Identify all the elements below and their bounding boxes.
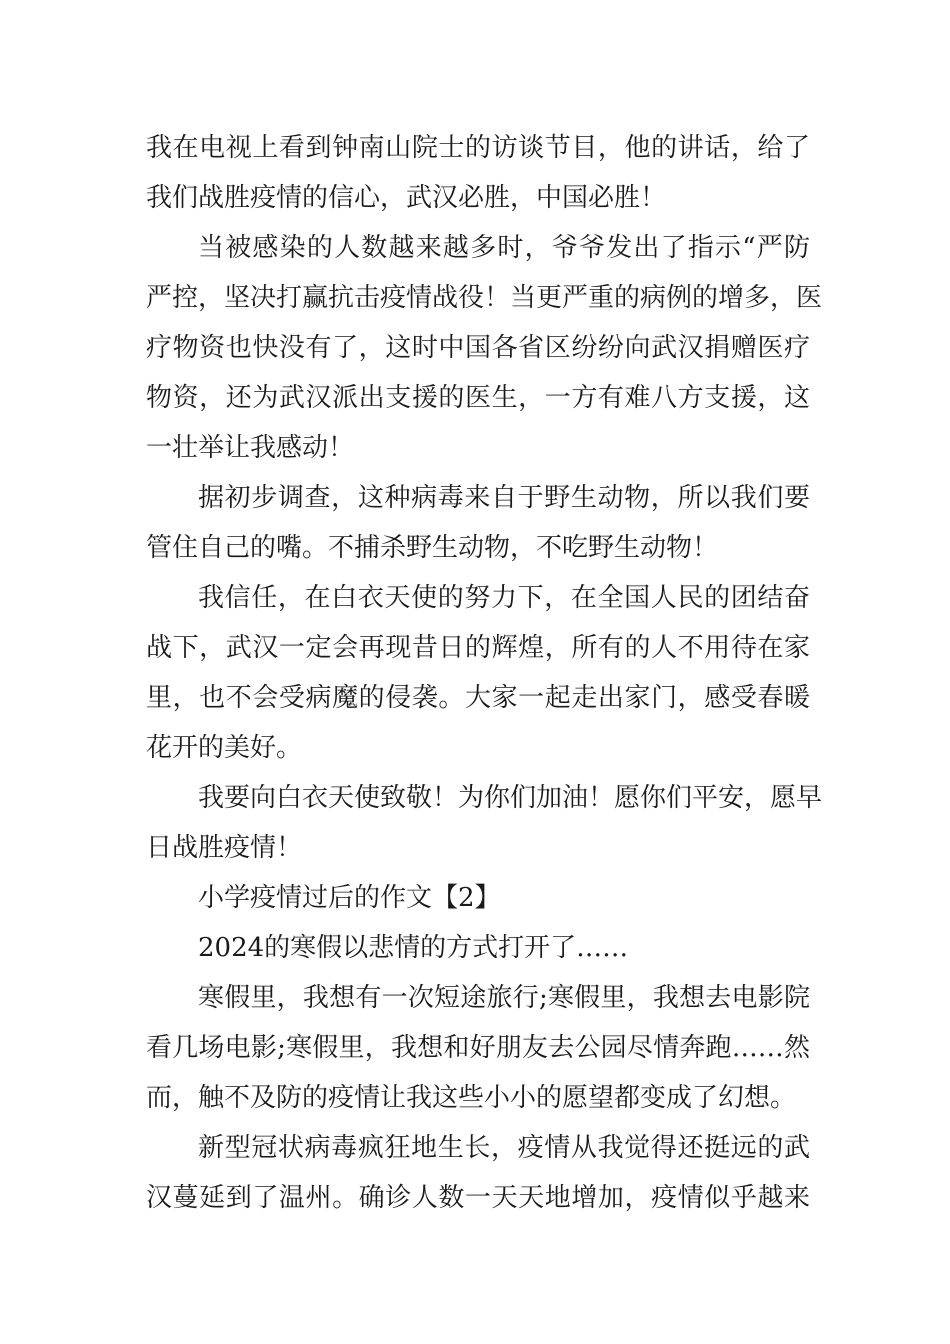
- text-line: 我信任，在白衣天使的努力下，在全国人民的团结奋: [198, 583, 810, 613]
- text-line: 日战胜疫情！: [146, 833, 303, 863]
- paragraph: [146, 223, 823, 473]
- paragraph: [146, 773, 823, 873]
- paragraph: [146, 973, 810, 1123]
- text-line: 战下，武汉一定会再现昔日的辉煌，所有的人不用待在家: [146, 633, 810, 663]
- text-line: 一壮举让我感动！: [146, 433, 355, 463]
- text-line: 据初步调查，这种病毒来自于野生动物，所以我们要: [198, 483, 810, 513]
- text-line: 2024的寒假以悲情的方式打开了……: [198, 933, 629, 963]
- text-line: 我们战胜疫情的信心，武汉必胜，中国必胜！: [146, 183, 667, 213]
- text-line: 花开的美好。: [146, 733, 303, 763]
- text-line: 汉蔓延到了温州。确诊人数一天天地增加，疫情似乎越来: [146, 1183, 810, 1213]
- paragraph: [146, 573, 810, 773]
- text-line: 我在电视上看到钟南山院士的访谈节目，他的讲话，给了: [146, 133, 810, 163]
- text-line: 新型冠状病毒疯狂地生长，疫情从我觉得还挺远的武: [198, 1133, 810, 1163]
- text-line: 疗物资也快没有了，这时中国各省区纷纷向武汉捐赠医疗: [146, 333, 810, 363]
- text-line: 寒假里，我想有一次短途旅行;寒假里，我想去电影院: [198, 983, 810, 1013]
- text-line: 而，触不及防的疫情让我这些小小的愿望都变成了幻想。: [146, 1083, 797, 1113]
- text-line: 我要向白衣天使致敬！为你们加油！愿你们平安，愿早: [198, 783, 823, 813]
- paragraph: [146, 123, 810, 223]
- text-line: 里，也不会受病魔的侵袭。大家一起走出家门，感受春暖: [146, 683, 810, 713]
- text-line: 管住自己的嘴。不捕杀野生动物，不吃野生动物！: [146, 533, 719, 563]
- text-line: 严控，坚决打赢抗击疫情战役！当更严重的病例的增多，医: [146, 283, 823, 313]
- paragraph: [146, 473, 810, 573]
- text-line: 物资，还为武汉派出支援的医生，一方有难八方支援，这: [146, 383, 810, 413]
- paragraph: [146, 1123, 810, 1223]
- document-body: [146, 123, 823, 1223]
- text-line: 当被感染的人数越来越多时，爷爷发出了指示“严防: [198, 233, 810, 263]
- paragraph: [146, 923, 810, 973]
- section-heading: [146, 873, 810, 923]
- text-line: 小学疫情过后的作文【2】: [198, 883, 501, 913]
- text-line: 看几场电影;寒假里，我想和好朋友去公园尽情奔跑……然: [146, 1033, 810, 1063]
